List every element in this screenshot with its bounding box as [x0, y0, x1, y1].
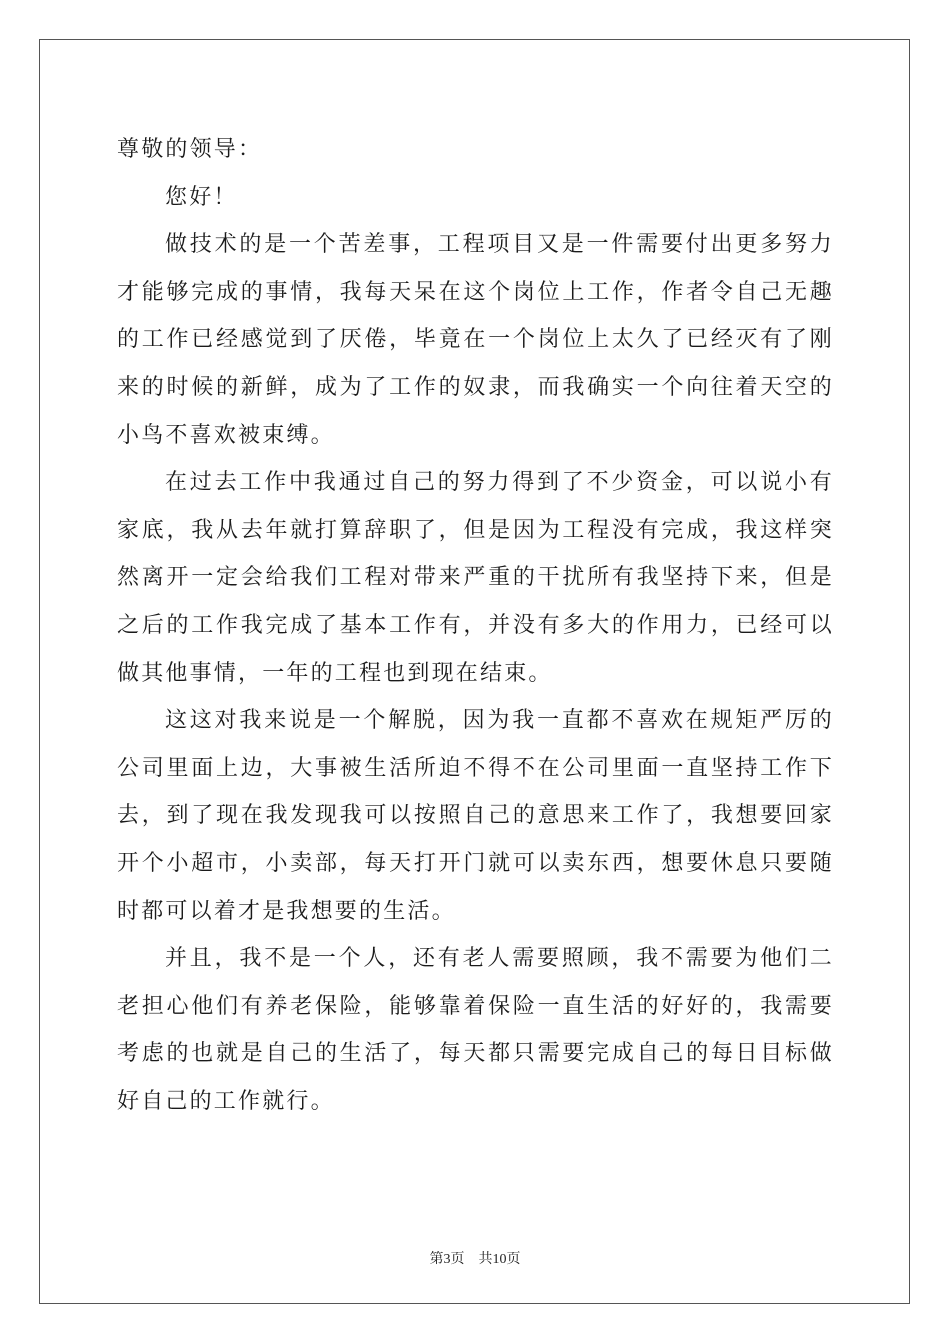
salutation: 尊敬的领导：	[117, 137, 263, 162]
page-total: 共10页	[478, 1252, 521, 1267]
page-number: 第3页	[429, 1252, 465, 1267]
paragraph-3: 这这对我来说是一个解脱，因为我一直都不喜欢在规矩严厉的公司里面上边，大事被生活所迫不得不在公司里面一直坚持工作下去，到了现在我发现我可以按照自己的意思来工作了，我想要回家开个小超市，小卖部，每天打开门就可以卖东西，想要休息只要随时都可以着才是我想要的生活。	[117, 708, 834, 924]
paragraph-4: 并且，我不是一个人，还有老人需要照顾，我不需要为他们二老担心他们有养老保险，能够靠着保险一直生活的好好的，我需要考虑的也就是自己的生活了，每天都只需要完成自己的每日目标做好自己的工作就行。	[117, 946, 834, 1114]
letter-body	[117, 126, 834, 1125]
page-footer	[0, 1248, 950, 1268]
paragraph-1: 做技术的是一个苦差事，工程项目又是一件需要付出更多努力才能够完成的事情，我每天呆在这个岗位上工作，作者令自己无趣的工作已经感觉到了厌倦，毕竟在一个岗位上太久了已经灭有了刚来的时候的新鲜，成为了工作的奴隶，而我确实一个向往着天空的小鸟不喜欢被束缚。	[117, 232, 834, 448]
greeting: 您好！	[165, 184, 238, 210]
paragraph-2: 在过去工作中我通过自己的努力得到了不少资金，可以说小有家底，我从去年就打算辞职了，但是因为工程没有完成，我这样突然离开一定会给我们工程对带来严重的干扰所有我坚持下来，但是之后的工作我完成了基本工作有，并没有多大的作用力，已经可以做其他事情，一年的工程也到现在结束。	[117, 470, 834, 686]
